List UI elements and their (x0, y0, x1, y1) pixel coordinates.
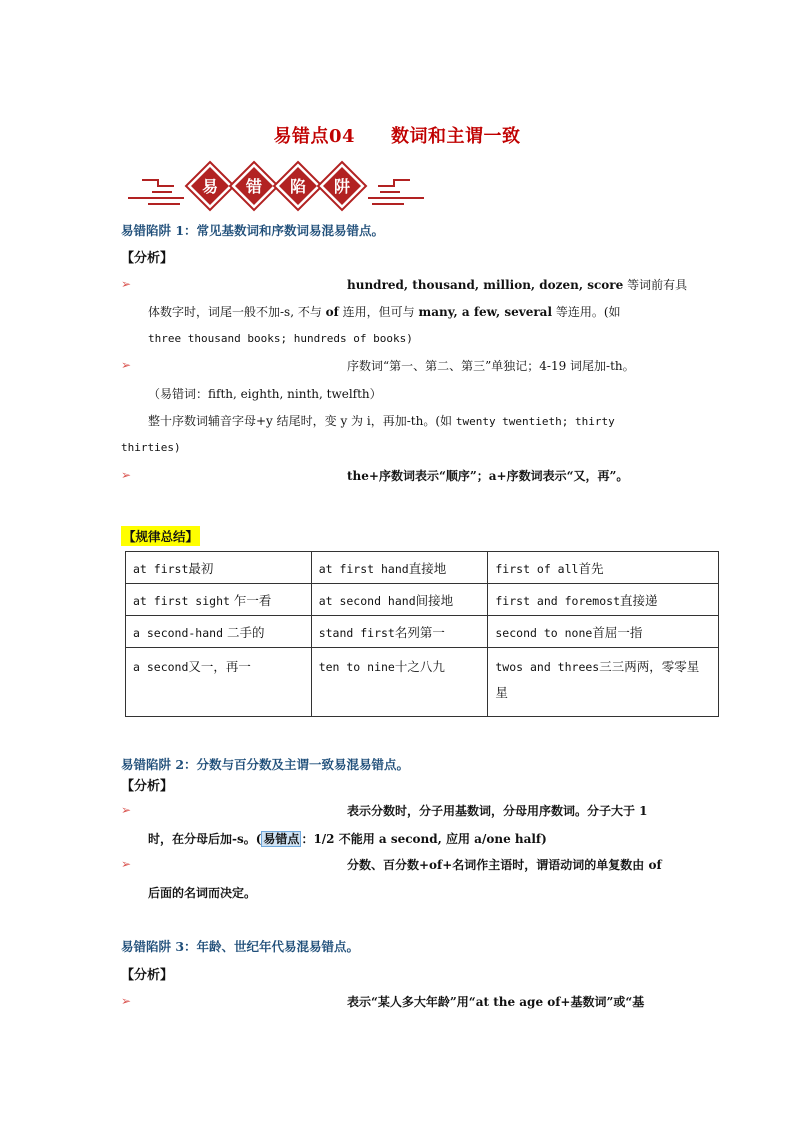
banner-char-1: 易 (201, 177, 219, 196)
cell-en: at first (133, 561, 189, 576)
trap2-heading: 易错陷阱 2：分数与百分数及主谓一致易混易错点。 (121, 757, 410, 772)
page-title (0, 122, 794, 148)
text-segment: 时，在分母后加-s。( (148, 832, 262, 846)
table-row (126, 552, 719, 584)
rules-table (125, 551, 719, 717)
cell-zh: 三三两两，零零星星 (495, 659, 700, 700)
table-cell (488, 616, 719, 648)
table-cell (126, 552, 312, 584)
cell-en: twos and threes (495, 660, 600, 674)
banner-char-2: 错 (245, 177, 263, 196)
number-words: hundred, thousand, million, dozen, score (347, 278, 624, 292)
text-segment: of (325, 305, 339, 319)
trap1-bullet2-line4: thirties) (121, 441, 181, 454)
table-cell (126, 648, 312, 717)
cell-en: first of all (495, 561, 579, 576)
cell-zh: 直接地 (408, 560, 447, 576)
trap1-bullet2-line1: 序数词“第一、第二、第三”单独记；4-19 词尾加-th。 (347, 359, 635, 373)
title-part1: 易错点04 (273, 126, 356, 147)
cell-en: first and foremost (495, 593, 620, 608)
trap2-analysis-label: 【分析】 (121, 779, 174, 794)
cell-zh: 名列第一 (394, 624, 445, 640)
table-row (126, 616, 719, 648)
number-words-tail: 等词前有具 (627, 278, 688, 292)
arrow-bullet-icon: ➢ (121, 468, 132, 482)
trap3-bullet1-line1: 表示“某人多大年龄”用“at the age of+基数词”或“基 (347, 995, 645, 1009)
banner-left-decoration (128, 180, 184, 204)
text-segment: 体数字时，词尾一般不加-s, 不与 (148, 305, 322, 319)
table-row (126, 648, 719, 717)
text-segment: 整十序数词辅音字母+y 结尾时，变 y 为 i，再加-th。(如 (148, 414, 452, 428)
text-segment: 等连用。(如 (555, 305, 621, 319)
cell-zh: 最初 (188, 560, 214, 576)
table-cell (311, 552, 488, 584)
cell-en: a second-hand (133, 625, 224, 640)
cell-en: ten to nine (318, 660, 395, 674)
trap1-bullet3-line1: the+序数词表示“顺序”；a+序数词表示“又，再”。 (347, 469, 629, 483)
text-segment: 连用，但可与 (342, 305, 415, 319)
trap2-bullet2-line2: 后面的名词而决定。 (148, 886, 257, 900)
table-cell (488, 648, 719, 717)
table-cell (126, 584, 312, 616)
arrow-bullet-icon: ➢ (121, 277, 132, 291)
text-segment: ：1/2 不能用 a second, 应用 a/one half) (301, 832, 547, 846)
trap1-analysis-label: 【分析】 (121, 251, 174, 266)
trap1-bullet1-line1 (347, 276, 687, 293)
trap1-heading: 易错陷阱 1：常见基数词和序数词易混易错点。 (121, 223, 385, 238)
highlight-error-point: 易错点 (263, 832, 300, 846)
trap2-bullet1-line1: 表示分数时，分子用基数词，分母用序数词。分子大于 1 (347, 804, 648, 818)
arrow-bullet-icon: ➢ (121, 994, 132, 1008)
trap1-bullet1-line3: three thousand books; hundreds of books) (148, 332, 413, 345)
banner-right-decoration (368, 180, 424, 204)
trap3-heading: 易错陷阱 3：年龄、世纪年代易混易错点。 (121, 939, 360, 954)
table-cell (488, 552, 719, 584)
trap1-bullet2-line2: （易错词：fifth, eighth, ninth, twelfth） (148, 387, 382, 401)
cell-en: at second hand (318, 593, 416, 608)
cell-zh: 又一，再一 (188, 659, 251, 674)
arrow-bullet-icon: ➢ (121, 857, 132, 871)
table-cell (126, 616, 312, 648)
cell-zh: 二手的 (223, 624, 265, 640)
trap1-bullet1-line2 (148, 303, 621, 320)
cell-zh: 首屈一指 (592, 624, 643, 640)
summary-label: 【规律总结】 (121, 526, 200, 546)
cell-en: at first hand (318, 561, 409, 576)
trap2-bullet1-line2 (148, 830, 547, 847)
cell-zh: 首先 (578, 560, 604, 576)
trap1-bullet2-line3 (148, 412, 615, 429)
banner-char-4: 阱 (333, 177, 351, 196)
table-cell (311, 584, 488, 616)
text-segment: twenty twentieth; thirty (455, 415, 615, 428)
cell-en: stand first (318, 625, 395, 640)
cell-zh: 间接地 (415, 592, 454, 608)
title-part2: 数词和主谓一致 (391, 126, 521, 147)
table-cell (311, 616, 488, 648)
cell-en: at first sight (133, 593, 230, 608)
cell-zh: 直接递 (620, 592, 658, 608)
table-row (126, 584, 719, 616)
arrow-bullet-icon: ➢ (121, 803, 132, 817)
trap3-analysis-label: 【分析】 (121, 968, 174, 983)
table-cell (488, 584, 719, 616)
trap2-bullet2-line1: 分数、百分数+of+名词作主语时，谓语动词的单复数由 of (347, 858, 662, 872)
banner-char-3: 陷 (289, 177, 307, 196)
text-segment: many, a few, several (418, 305, 553, 319)
arrow-bullet-icon: ➢ (121, 358, 132, 372)
cell-en: second to none (495, 625, 593, 640)
cell-zh: 十之八九 (394, 659, 445, 674)
cell-en: a second (133, 660, 189, 674)
trap-banner (128, 160, 424, 212)
table-cell (311, 648, 488, 717)
cell-zh: 乍一看 (229, 592, 272, 608)
